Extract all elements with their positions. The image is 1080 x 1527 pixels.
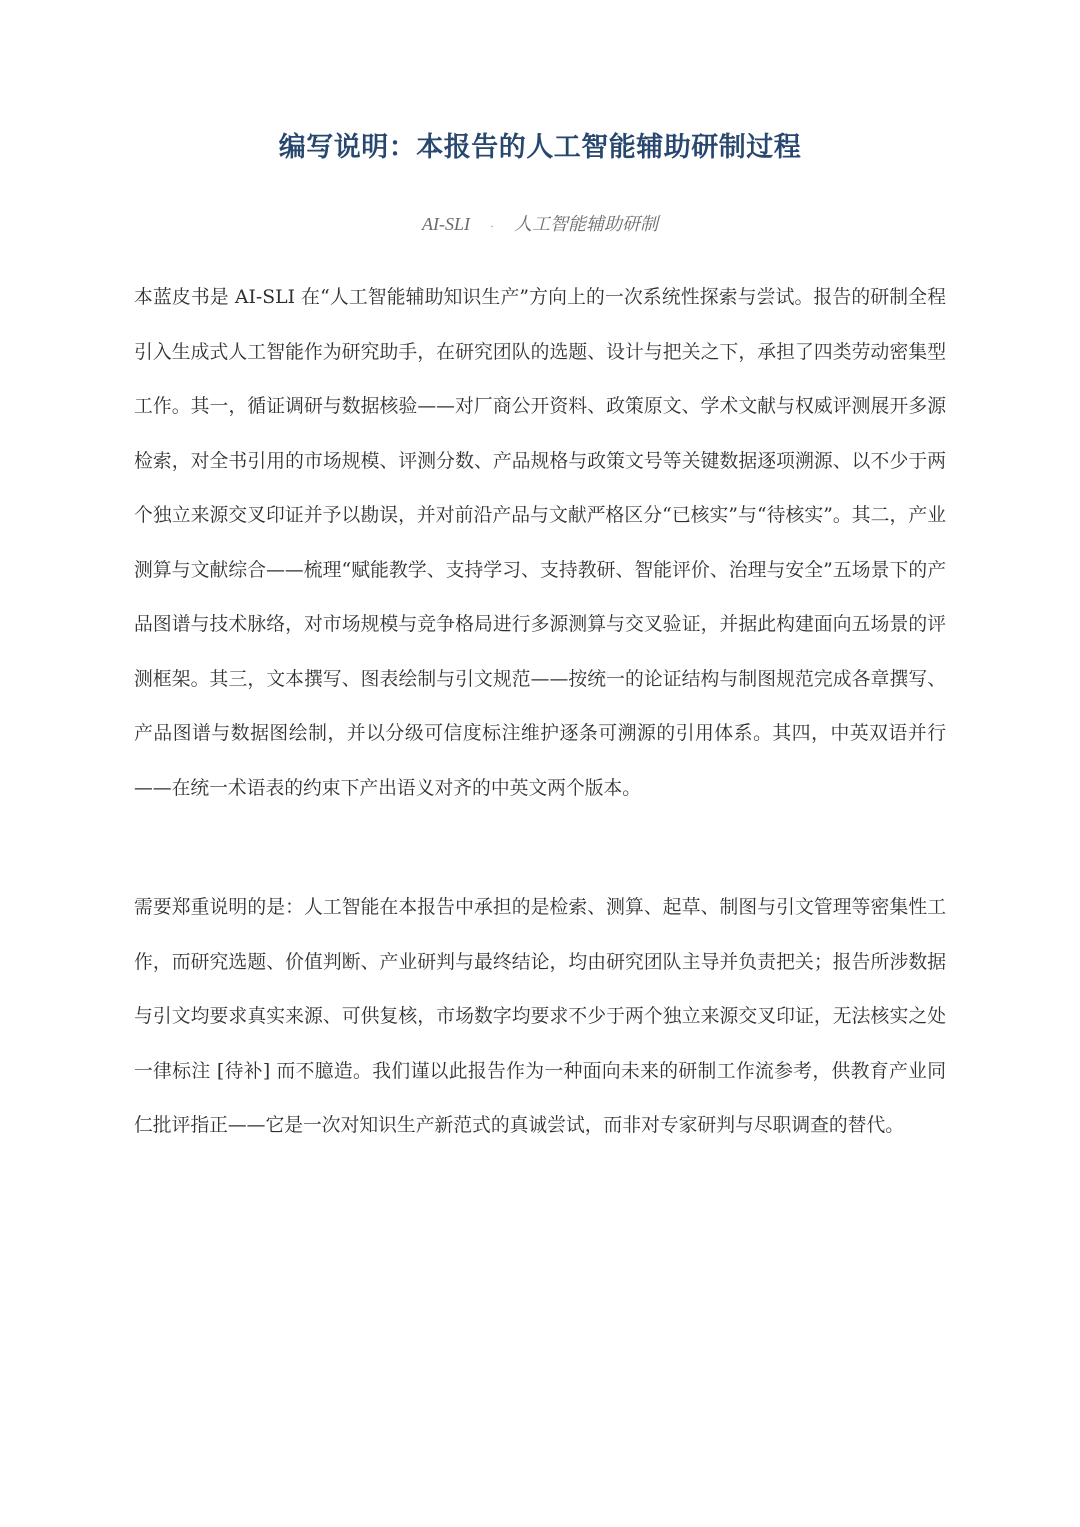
body-paragraph-2: 需要郑重说明的是：人工智能在本报告中承担的是检索、测算、起草、制图与引文管理等密集性工作，而研究选题、价值判断、产业研判与最终结论，均由研究团队主导并负责把关；报告所涉数据与引文均要求真实来源、可供复核，市场数字均要求不少于两个独立来源交叉印证，无法核实之处一律标注 [待补] 而不臆造。我们谨以此报告作为一种面向未来的研制工作流参考，供教育产业同仁批评指正——它是一次对知识生产新范式的真诚尝试，而非对专家研判与尽职调查的替代。 (134, 897, 946, 1136)
body-paragraph-1: 本蓝皮书是 AI-SLI 在“人工智能辅助知识生产”方向上的一次系统性探索与尝试。报告的研制全程引入生成式人工智能作为研究助手，在研究团队的选题、设计与把关之下，承担了四类劳动密集型工作。其一，循证调研与数据核验——对厂商公开资料、政策原文、学术文献与权威评测展开多源检索，对全书引用的市场规模、评测分数、产品规格与政策文号等关键数据逐项溯源、以不少于两个独立来源交叉印证并予以勘误，并对前沿产品与文献严格区分“已核实”与“待核实”。其二，产业测算与文献综合——梳理“赋能教学、支持学习、支持教研、智能评价、治理与安全”五场景下的产品图谱与技术脉络，对市场规模与竞争格局进行多源测算与交叉验证，并据此构建面向五场景的评测框架。其三，文本撰写、图表绘制与引文规范——按统一的论证结构与制图规范完成各章撰写、产品图谱与数据图绘制，并以分级可信度标注维护逐条可溯源的引用体系。其四，中英双语并行——在统一术语表的约束下产出语义对齐的中英文两个版本。 (134, 287, 946, 799)
subtitle-separator: · (490, 218, 494, 233)
subtitle-tag: 人工智能辅助研制 (514, 214, 658, 234)
page-title: 编写说明：本报告的人工智能辅助研制过程 (278, 132, 802, 163)
page-subtitle (0, 209, 1080, 241)
subtitle-org: AI-SLI (422, 214, 470, 234)
